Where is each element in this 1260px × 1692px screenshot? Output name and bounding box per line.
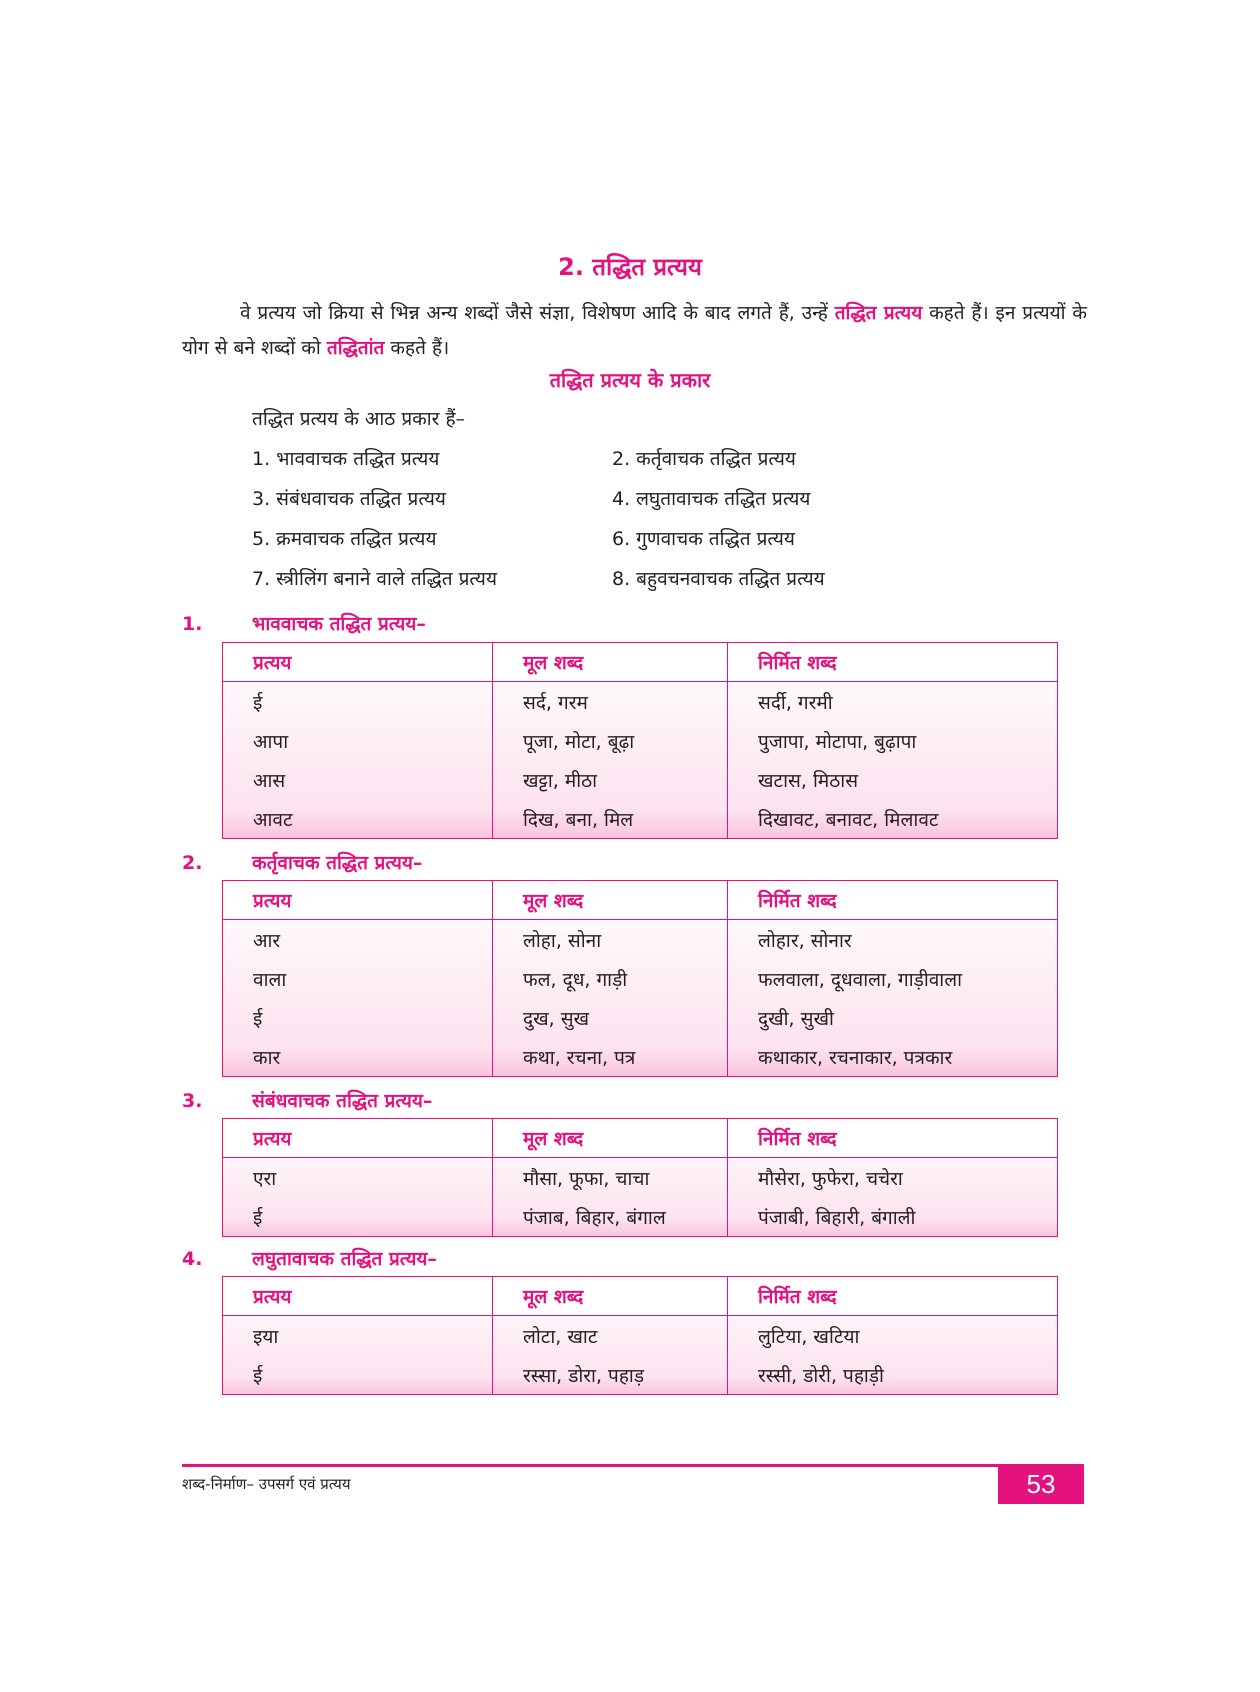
cell-root-word: पंजाब, बिहार, बंगाल (493, 1197, 728, 1237)
cell-derived-word: लोहार, सोनार (728, 920, 1058, 960)
section-number: 4. (182, 1248, 203, 1270)
section-heading-2 (182, 849, 422, 875)
intro-text-1: वे प्रत्यय जो क्रिया से भिन्न अन्य शब्दों जैसे संज्ञा, विशेषण आदि के बाद लगते हैं, उन्हें (240, 302, 835, 324)
header-suffix: प्रत्यय (223, 643, 493, 682)
section-title: कर्तृवाचक तद्धित प्रत्यय– (252, 852, 423, 874)
table-row (223, 1355, 1058, 1395)
cell-derived-word: दुखी, सुखी (728, 998, 1058, 1037)
section-number: 2. (182, 852, 203, 874)
cell-root-word: दुख, सुख (493, 998, 728, 1037)
table-header-row (223, 1277, 1058, 1316)
header-suffix: प्रत्यय (223, 1119, 493, 1158)
section-heading-4 (182, 1245, 437, 1271)
cell-suffix: एरा (253, 1167, 277, 1190)
header-root-word: मूल शब्द (493, 643, 728, 682)
type-item-6: 6. गुणवाचक तद्धित प्रत्यय (612, 528, 795, 550)
cell-suffix: आर (253, 929, 281, 952)
table-row (223, 1197, 1058, 1237)
section-title: भाववाचक तद्धित प्रत्यय– (252, 613, 426, 635)
table-row (223, 721, 1058, 760)
cell-root-word: कथा, रचना, पत्र (493, 1037, 728, 1077)
type-item-1: 1. भाववाचक तद्धित प्रत्यय (252, 448, 440, 470)
type-item-7: 7. स्त्रीलिंग बनाने वाले तद्धित प्रत्यय (252, 568, 497, 590)
cell-root-word: पूजा, मोटा, बूढ़ा (493, 721, 728, 760)
cell-suffix: इया (253, 1325, 279, 1348)
cell-derived-word: रस्सी, डोरी, पहाड़ी (728, 1355, 1058, 1395)
cell-derived-word: खटास, मिठास (728, 760, 1058, 799)
cell-root-word: लोहा, सोना (493, 920, 728, 960)
table-row (223, 1316, 1058, 1356)
suffix-table-3 (222, 1118, 1058, 1237)
suffix-table-1 (222, 642, 1058, 839)
header-derived-word: निर्मित शब्द (728, 643, 1058, 682)
table-row (223, 1037, 1058, 1077)
cell-derived-word: मौसेरा, फुफेरा, चचेरा (728, 1158, 1058, 1198)
cell-derived-word: फलवाला, दूधवाला, गाड़ीवाला (728, 959, 1058, 998)
cell-suffix: ई (253, 1364, 263, 1387)
cell-suffix: ई (253, 1206, 263, 1229)
footer-chapter-title: शब्द-निर्माण– उपसर्ग एवं प्रत्यय (182, 1475, 351, 1493)
cell-derived-word: दिखावट, बनावट, मिलावट (728, 799, 1058, 839)
page-number: 53 (998, 1464, 1084, 1504)
header-derived-word: निर्मित शब्द (728, 881, 1058, 920)
suffix-table-4 (222, 1276, 1058, 1395)
cell-derived-word: कथाकार, रचनाकार, पत्रकार (728, 1037, 1058, 1077)
table-row (223, 760, 1058, 799)
cell-suffix: वाला (253, 968, 287, 991)
cell-root-word: लोटा, खाट (493, 1316, 728, 1356)
intro-text-3: कहते हैं। (384, 337, 450, 359)
cell-derived-word: पुजापा, मोटापा, बुढ़ापा (728, 721, 1058, 760)
table-header-row (223, 1119, 1058, 1158)
header-root-word: मूल शब्द (493, 1119, 728, 1158)
cell-suffix: आस (253, 769, 286, 792)
section-title: लघुतावाचक तद्धित प्रत्यय– (252, 1248, 437, 1270)
cell-derived-word: पंजाबी, बिहारी, बंगाली (728, 1197, 1058, 1237)
cell-suffix: कार (253, 1046, 281, 1069)
header-root-word: मूल शब्द (493, 881, 728, 920)
table-row (223, 1158, 1058, 1198)
cell-suffix: ई (253, 691, 263, 714)
header-root-word: मूल शब्द (493, 1277, 728, 1316)
cell-root-word: रस्सा, डोरा, पहाड़ (493, 1355, 728, 1395)
section-heading-1 (182, 610, 426, 636)
page-title: 2. तद्धित प्रत्यय (558, 253, 702, 281)
table-row (223, 682, 1058, 722)
cell-root-word: सर्द, गरम (493, 682, 728, 722)
header-suffix: प्रत्यय (223, 881, 493, 920)
cell-derived-word: लुटिया, खटिया (728, 1316, 1058, 1356)
cell-root-word: दिख, बना, मिल (493, 799, 728, 839)
cell-root-word: फल, दूध, गाड़ी (493, 959, 728, 998)
cell-suffix: ई (253, 1007, 263, 1030)
footer-divider (182, 1464, 998, 1467)
header-derived-word: निर्मित शब्द (728, 1277, 1058, 1316)
type-item-8: 8. बहुवचनवाचक तद्धित प्रत्यय (612, 568, 825, 590)
suffix-table-2 (222, 880, 1058, 1077)
cell-suffix: आपा (253, 730, 289, 753)
type-item-3: 3. संबंधवाचक तद्धित प्रत्यय (252, 488, 446, 510)
table-row (223, 799, 1058, 839)
section-number: 3. (182, 1090, 203, 1112)
types-lead: तद्धित प्रत्यय के आठ प्रकार हैं– (252, 408, 466, 430)
cell-root-word: मौसा, फूफा, चाचा (493, 1158, 728, 1198)
header-derived-word: निर्मित शब्द (728, 1119, 1058, 1158)
table-header-row (223, 643, 1058, 682)
cell-root-word: खट्टा, मीठा (493, 760, 728, 799)
header-suffix: प्रत्यय (223, 1277, 493, 1316)
intro-term-1: तद्धित प्रत्यय (834, 302, 923, 324)
section-number: 1. (182, 613, 203, 635)
table-row (223, 920, 1058, 960)
cell-suffix: आवट (253, 808, 293, 831)
table-row (223, 998, 1058, 1037)
intro-term-2: तद्धितांत (326, 337, 385, 359)
section-heading-3 (182, 1087, 432, 1113)
table-row (223, 959, 1058, 998)
type-item-5: 5. क्रमवाचक तद्धित प्रत्यय (252, 528, 437, 550)
type-item-2: 2. कर्तृवाचक तद्धित प्रत्यय (612, 448, 796, 470)
section-title: संबंधवाचक तद्धित प्रत्यय– (252, 1090, 433, 1112)
intro-paragraph (182, 296, 1087, 366)
intro-text-2: कहते हैं। इन प्रत्ययों के योग से बने शब्दों को (182, 302, 1087, 359)
types-heading: तद्धित प्रत्यय के प्रकार (549, 368, 711, 392)
cell-derived-word: सर्दी, गरमी (728, 682, 1058, 722)
table-header-row (223, 881, 1058, 920)
type-item-4: 4. लघुतावाचक तद्धित प्रत्यय (612, 488, 811, 510)
